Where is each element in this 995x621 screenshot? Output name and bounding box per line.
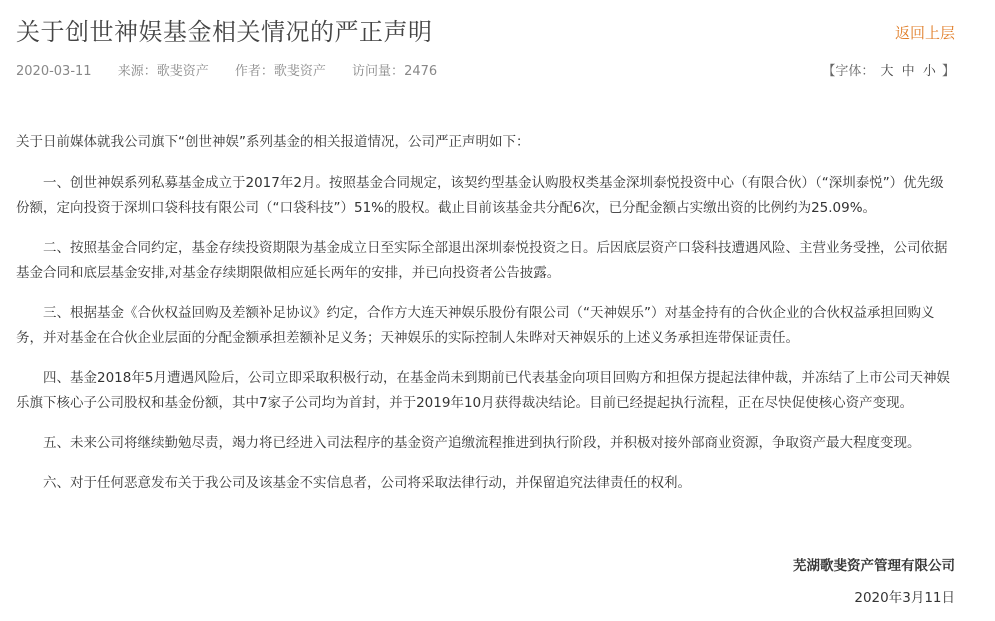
font-size-open: 【字体： xyxy=(822,64,875,79)
paragraph-6: 六、对于任何恶意发布关于我公司及该基金不实信息者，公司将采取法律行动，并保留追究法律责任的权利。 xyxy=(43,475,691,491)
article-meta xyxy=(16,60,459,79)
author-info xyxy=(235,64,326,79)
views-label: 访问量： xyxy=(352,64,405,79)
signature-date: 2020年3月11日 xyxy=(854,590,955,606)
paragraph-5: 五、未来公司将继续勤勉尽责，竭力将已经进入司法程序的基金资产追缴流程推进到执行阶段，并积极对接外部商业资源，争取资产最大程度变现。 xyxy=(43,435,921,451)
intro-paragraph: 关于日前媒体就我公司旗下“创世神娱”系列基金的相关报道情况，公司严正声明如下： xyxy=(16,134,530,150)
paragraph-2: 二、按照基金合同约定，基金存续投资期限为基金成立日至实际全部退出深圳泰悦投资之日。后因底层资产口袋科技遭遇风险、主营业务受挫，公司依据基金合同和底层基金安排,对基金存续期限做相应延长两年的安排，并已向投资者公告披露。 xyxy=(16,240,948,281)
paragraph-4: 四、基金2018年5月遭遇风险后，公司立即采取积极行动，在基金尚未到期前已代表基金向项目回购方和担保方提起法律仲裁，并冻结了上市公司天神娱乐旗下核心子公司股权和基金份额，其中7家子公司均为首封，并于2019年10月获得裁决结论。目前已经提起执行流程，正在尽快促使核心资产变现。 xyxy=(16,370,950,411)
paragraph-3: 三、根据基金《合伙权益回购及差额补足协议》约定，合作方大连天神娱乐股份有限公司（“天神娱乐”）对基金持有的合伙企业的合伙权益承担回购义务，并对基金在合伙企业层面的分配金额承担差额补足义务；天神娱乐的实际控制人朱晔对天神娱乐的上述义务承担连带保证责任。 xyxy=(16,305,935,346)
views-count: 2476 xyxy=(404,64,438,79)
paragraph-1: 一、创世神娱系列私募基金成立于2017年2月。按照基金合同规定，该契约型基金认购股权类基金深圳泰悦投资中心（有限合伙）（“深圳泰悦”）优先级份额，定向投资于深圳口袋科技有限公司（“口袋科技”）51%的股权。截止目前该基金共分配6次，已分配金额占实缴出资的比例约为25.09%。 xyxy=(16,175,944,216)
views-info xyxy=(352,64,437,79)
article-body xyxy=(16,130,956,511)
company-signature: 芜湖歌斐资产管理有限公司 xyxy=(793,558,955,574)
page-title: 关于创世神娱基金相关情况的严正声明 xyxy=(16,18,433,46)
author-value: 歌斐资产 xyxy=(273,64,326,79)
source-value: 歌斐资产 xyxy=(156,64,209,79)
font-size-control xyxy=(822,60,955,79)
source-info xyxy=(118,64,209,79)
font-size-large-button[interactable]: 大 xyxy=(880,64,894,79)
author-label: 作者： xyxy=(234,64,274,79)
font-size-medium-button[interactable]: 中 xyxy=(901,64,915,79)
back-button[interactable]: 返回上层 xyxy=(894,24,955,42)
font-size-close: 】 xyxy=(941,64,955,79)
publish-date: 2020-03-11 xyxy=(16,64,92,79)
font-size-small-button[interactable]: 小 xyxy=(922,64,936,79)
source-label: 来源： xyxy=(117,64,157,79)
